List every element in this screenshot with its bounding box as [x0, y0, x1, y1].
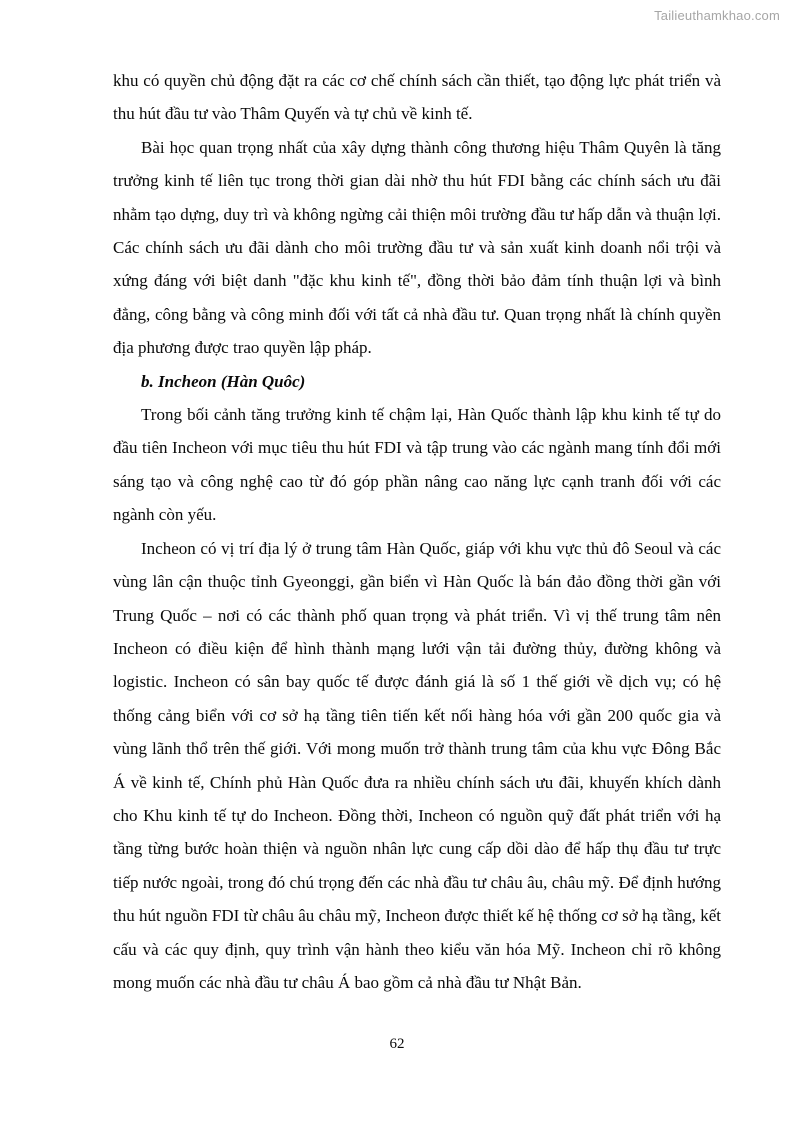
paragraph-continuation: khu có quyền chủ động đặt ra các cơ chế chính sách cần thiết, tạo động lực phát triển và thu hút đầu tư vào Thâm Quyến và tự chủ về kinh tế. — [113, 71, 721, 124]
page-content — [113, 64, 721, 999]
watermark-text: Tailieuthamkhao.com — [654, 8, 780, 23]
paragraph: Trong bối cảnh tăng trưởng kinh tế chậm lại, Hàn Quốc thành lập khu kinh tế tự do đầu tiên Incheon với mục tiêu thu hút FDI và tập trung vào các ngành mang tính đổi mới sáng tạo và công nghệ cao từ đó góp phần nâng cao năng lực cạnh tranh đối với các ngành còn yếu. — [113, 405, 721, 525]
paragraph: Incheon có vị trí địa lý ở trung tâm Hàn Quốc, giáp với khu vực thủ đô Seoul và các vùng lân cận thuộc tỉnh Gyeonggi, gần biển vì Hàn Quốc là bán đảo đồng thời gần với Trung Quốc – nơi có các thành phố quan trọng và phát triển. Vì vị thế trung tâm nên Incheon có điều kiện để hình thành mạng lưới vận tải đường thủy, đường không và logistic. Incheon có sân bay quốc tế được đánh giá là số 1 thế giới về dịch vụ; có hệ thống cảng biển với cơ sở hạ tầng tiên tiến kết nối hàng hóa với gần 200 quốc gia và vùng lãnh thổ trên thế giới. Với mong muốn trở thành trung tâm của khu vực Đông Bắc Á về kinh tế, Chính phủ Hàn Quốc đưa ra nhiều chính sách ưu đãi, khuyến khích dành cho Khu kinh tế tự do Incheon. Đồng thời, Incheon có nguồn quỹ đất phát triển với hạ tầng từng bước hoàn thiện và nguồn nhân lực cung cấp dồi dào để hấp thụ đầu tư trực tiếp nước ngoài, trong đó chú trọng đến các nhà đầu tư châu âu, châu mỹ. Để định hướng thu hút nguồn FDI từ châu âu châu mỹ, Incheon được thiết kế hệ thống cơ sở hạ tầng, kết cấu và các quy định, quy trình vận hành theo kiểu văn hóa Mỹ. Incheon chỉ rõ không mong muốn các nhà đầu tư châu Á bao gồm cả nhà đầu tư Nhật Bản. — [113, 538, 721, 992]
page-number: 62 — [389, 1036, 405, 1052]
section-heading-incheon: b. Incheon (Hàn Quôc) — [141, 371, 306, 391]
paragraph: Bài học quan trọng nhất của xây dựng thành công thương hiệu Thâm Quyên là tăng trưởng kinh tế liên tục trong thời gian dài nhờ thu hút FDI bằng các chính sách ưu đãi nhằm tạo dựng, duy trì và không ngừng cải thiện môi trường đầu tư hấp dẫn và thuận lợi. Các chính sách ưu đãi dành cho môi trường đầu tư và sản xuất kinh doanh nổi trội và xứng đáng với biệt danh "đặc khu kinh tế", đồng thời bảo đảm tính thuận lợi và bình đẳng, công bằng và công minh đối với tất cả nhà đầu tư. Quan trọng nhất là chính quyền địa phương được trao quyền lập pháp. — [113, 137, 721, 358]
